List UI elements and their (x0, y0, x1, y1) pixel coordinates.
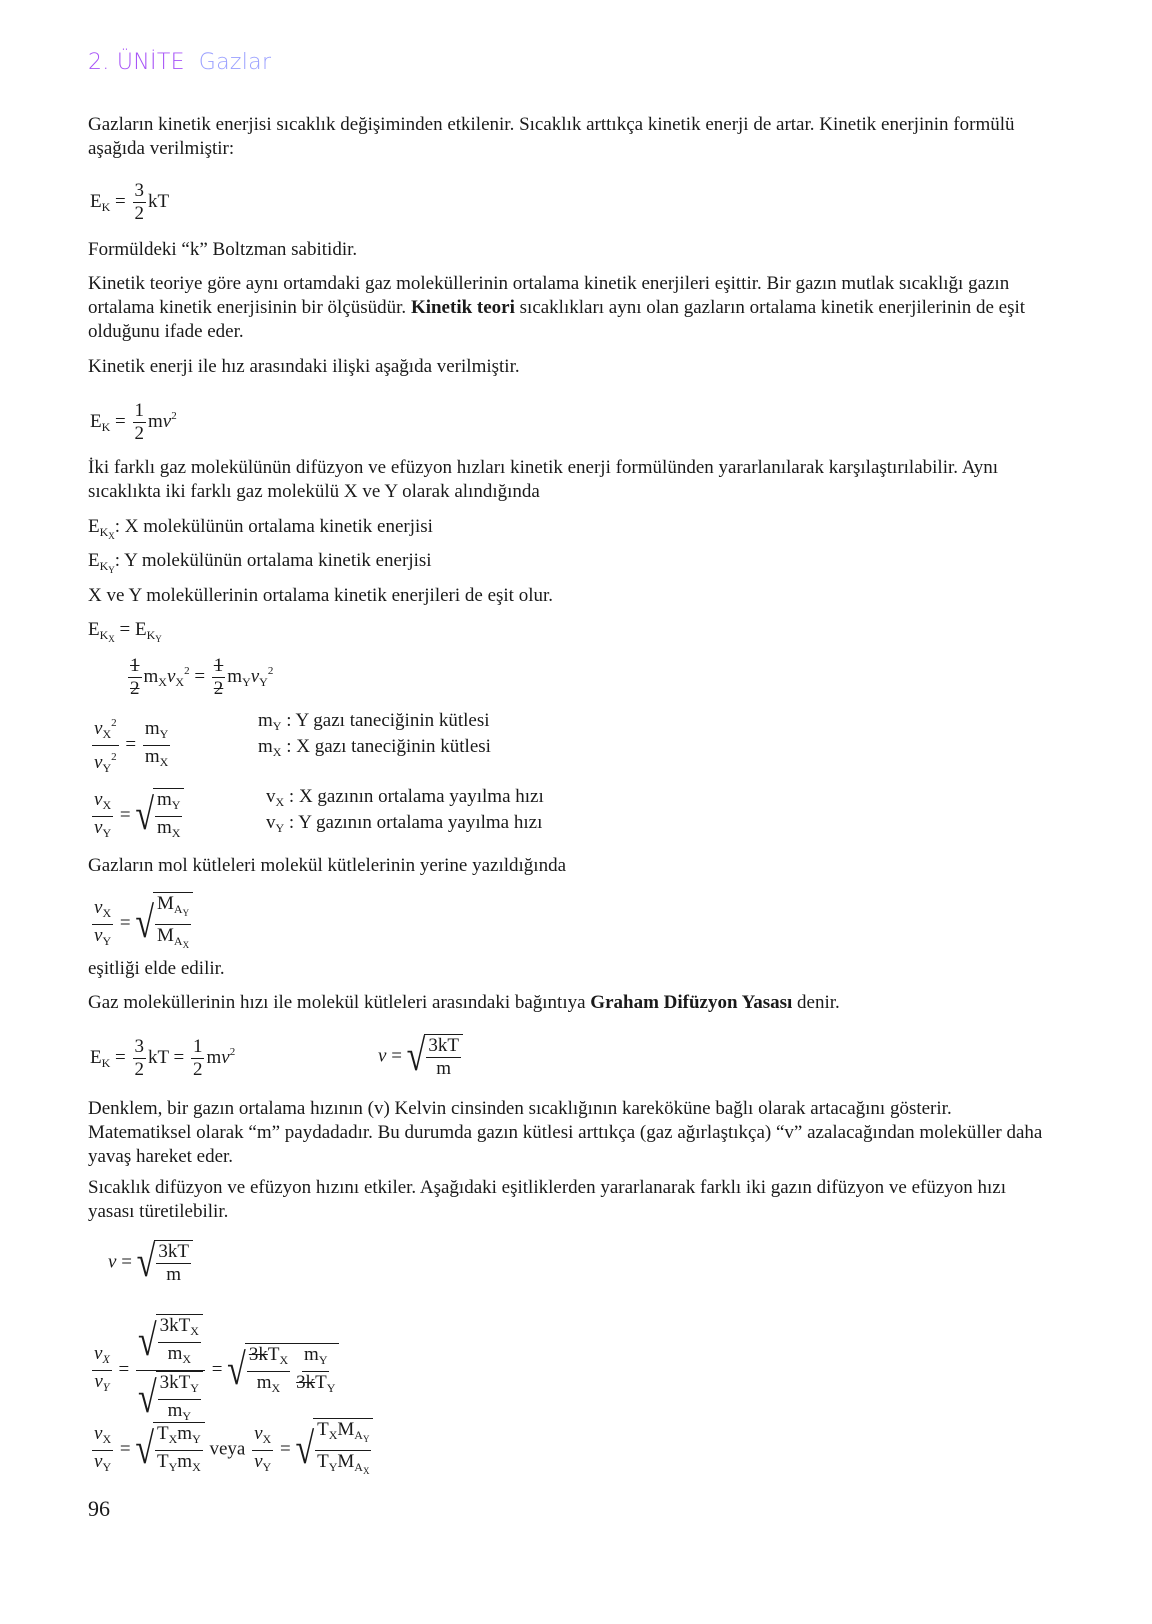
formula-kinetic-energy-temperature: $E_K$ = $\frac{3}{2}$ kT (90, 180, 170, 224)
legend-vy: $v_Y$ : Y gazının ortalama yayılma hızı (266, 812, 543, 835)
formula-velocity-ratio-molar-mass: $\frac{v_X}{v_Y}$ = √ $\frac{M_{A_Y}}{M_{A_X}}$ (90, 892, 193, 956)
formula-final-ratio: $\frac{v_X}{v_Y}$ = √ $\frac{T_Xm_Y}{T_Ym_X}$ veya $\frac{v_X}{v_Y}$ = √ $\frac{T_XM_{A_Y}}{T_YM_{A_X}}$ (90, 1418, 373, 1482)
definition-eky: $E_{K_Y}$: Y molekülünün ortalama kinetik enerjisi (88, 550, 432, 575)
formula-velocity-root: v = √ $\frac{3kT}{m}$ (378, 1034, 463, 1080)
page-number: 96 (88, 1496, 110, 1521)
formula-kinetic-energy-velocity: $E_K$ = $\frac{1}{2}$ $mv^2$ (90, 400, 177, 444)
topic-label: Gazlar (198, 50, 272, 75)
paragraph: X ve Y moleküllerinin ortalama kinetik enerjileri de eşit olur. (88, 585, 554, 606)
paragraph: Kinetik enerji ile hız arasındaki ilişki aşağıda verilmiştir. (88, 356, 520, 377)
formula-energy-equivalence: $E_K$ = $\frac{3}{2}$ kT = $\frac{1}{2}$ $mv^2$ (90, 1036, 236, 1080)
legend-mx: $m_X$ : X gazı taneciğinin kütlesi (258, 736, 491, 759)
formula-velocity-ratio-derivation: $\frac{v_X}{v_Y}$ = √ $\frac{3kT_X}{m_X}$ √ $\frac{3kT_Y}{m_Y}$ = √ $\frac{3kT_X}{m_X}$ $\frac{m_Y}{3kT_Y}$ (90, 1314, 339, 1427)
formula-half-mv2: $\frac{1}{2}$ $m_Xv_X^2$ = $\frac{1}{2}$ $m_Yv_Y^2$ (130, 655, 274, 699)
paragraph: İki farklı gaz molekülünün difüzyon ve efüzyon hızları kinetik enerji formülünden yararlanılarak karşılaştırılabilir. Aynı sıcaklıkta iki farklı gaz molekülü X ve Y olarak alındığında (88, 457, 998, 502)
paragraph: eşitliği elde edilir. (88, 958, 225, 979)
veya-word: veya (209, 1438, 246, 1460)
paragraph: Denklem, bir gazın ortalama hızının (v) Kelvin cinsinden sıcaklığının kareköküne bağlı olarak artacağını gösterir. Matematiksel olarak “m” paydadadır. Bu durumda gazın kütlesi arttıkça (gaz ağırlaştıkça) “v” azalacağından moleküller daha yavaş hareket eder. (88, 1098, 1043, 1167)
paragraph: Formüldeki “k” Boltzman sabitidir. (88, 239, 358, 260)
bold-term: Kinetik teori (410, 297, 515, 318)
paragraph: Gazların kinetik enerjisi sıcaklık değişiminden etkilenir. Sıcaklık arttıkça kinetik enerji de artar. Kinetik enerjinin formülü aşağıda verilmiştir: (88, 114, 1015, 159)
paragraph: Kinetik teoriye göre aynı ortamdaki gaz moleküllerinin ortalama kinetik enerjileri eşittir. Bir gazın mutlak sıcaklığı gazın ortalama kinetik enerjisinin bir ölçüsüdür. Kinetik teori sıcaklıkları aynı olan gazların ortalama kinetik enerjilerinin de eşit olduğunu ifade eder. (88, 273, 1026, 342)
bold-term: Graham Difüzyon Yasası (590, 992, 793, 1013)
paragraph: Gaz moleküllerinin hızı ile molekül kütleleri arasındaki bağıntıya Graham Difüzyon Yasası denir. (88, 992, 840, 1013)
paragraph: Gazların mol kütleleri molekül kütlelerinin yerine yazıldığında (88, 855, 567, 876)
paragraph: Sıcaklık difüzyon ve efüzyon hızını etkiler. Aşağıdaki eşitliklerden yararlanarak farklı iki gazın difüzyon ve efüzyon hızı yasası türetilebilir. (88, 1177, 1007, 1222)
unit-label: 2. ÜNİTE (88, 50, 185, 75)
formula-velocity-squared-ratio: $\frac{v_X^2}{v_Y^2}$ = $\frac{m_Y}{m_X}$ (90, 712, 172, 779)
chapter-header (88, 50, 271, 75)
definition-ekx: $E_{K_X}$: X molekülünün ortalama kinetik enerjisi (88, 516, 433, 541)
formula-velocity-ratio-mass: $\frac{v_X}{v_Y}$ = √ $\frac{m_Y}{m_X}$ (90, 788, 184, 844)
formula-velocity-root-2: v = √ $\frac{3kT}{m}$ (108, 1240, 193, 1286)
legend-my: $m_Y$ : Y gazı taneciğinin kütlesi (258, 710, 490, 733)
formula-equal-energies: $E_{K_X} = E_{K_Y}$ (88, 619, 162, 644)
legend-vx: $v_X$ : X gazının ortalama yayılma hızı (266, 786, 544, 809)
